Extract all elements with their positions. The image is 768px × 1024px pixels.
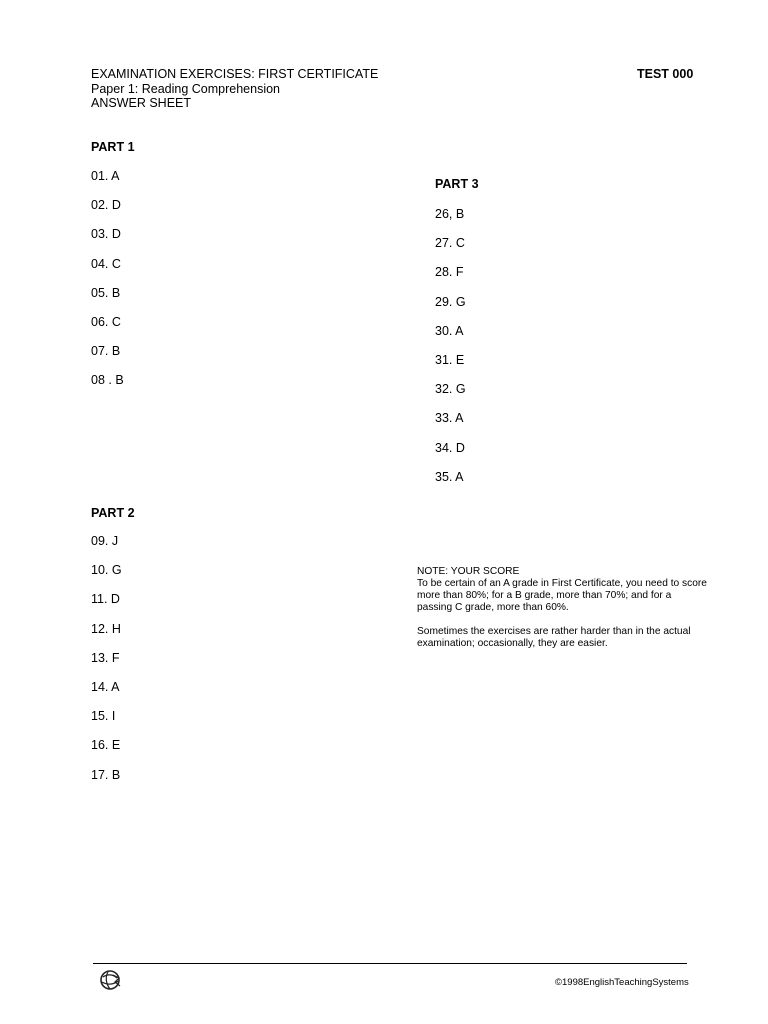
footer-divider bbox=[93, 963, 687, 964]
part1-answer-item: 06. C bbox=[91, 314, 121, 329]
part3-answer-list bbox=[435, 207, 466, 499]
score-note bbox=[417, 566, 707, 650]
part3-title: PART 3 bbox=[435, 177, 479, 191]
part2-answer-item: 15. I bbox=[91, 709, 116, 724]
part1-answer-item: 01. A bbox=[91, 169, 120, 183]
note-heading: NOTE: YOUR SCORE bbox=[417, 566, 520, 577]
part3-answer-item: 29. G bbox=[435, 294, 466, 309]
part2-answer-item: 11. D bbox=[91, 592, 120, 607]
copyright-notice: ©1998EnglishTeachingSystems bbox=[555, 977, 689, 988]
part2-answer-item: 14. A bbox=[91, 679, 120, 694]
part1-title: PART 1 bbox=[91, 140, 135, 154]
part2-answer-item: 13. F bbox=[91, 650, 120, 665]
part2-answer-item: 09. J bbox=[91, 534, 119, 548]
part3-answer-item: 31. E bbox=[435, 352, 465, 367]
part1-answer-item: 05. B bbox=[91, 285, 121, 300]
sheet-title: ANSWER SHEET bbox=[91, 96, 192, 110]
paper-subtitle: Paper 1: Reading Comprehension bbox=[91, 81, 281, 96]
part1-answer-item: 03. D bbox=[91, 227, 121, 242]
part1-answer-item: 04. C bbox=[91, 256, 121, 271]
part3-answer-item: 32. G bbox=[435, 382, 466, 397]
part3-answer-item: 33. A bbox=[435, 411, 464, 426]
exam-title: EXAMINATION EXERCISES: FIRST CERTIFICATE bbox=[91, 67, 379, 81]
part1-answer-item: 07. B bbox=[91, 344, 121, 359]
part2-answer-item: 12. H bbox=[91, 621, 121, 636]
globe-logo-icon bbox=[99, 969, 123, 991]
part2-answer-item: 10. G bbox=[91, 563, 122, 578]
note-paragraph-grades: To be certain of an A grade in First Certificate, you need to score more than 80%; for a B grade, more than 70%; and for a passing C grade, more than 60%. bbox=[417, 578, 707, 613]
part1-answer-item: 08 . B bbox=[91, 373, 124, 388]
part3-answer-item: 27. C bbox=[435, 236, 465, 251]
document-header bbox=[91, 67, 378, 111]
part2-answer-item: 16. E bbox=[91, 738, 121, 753]
part1-answer-item: 02. D bbox=[91, 198, 121, 213]
part3-answer-item: 26, B bbox=[435, 207, 465, 221]
part2-title: PART 2 bbox=[91, 506, 135, 520]
part3-answer-item: 28. F bbox=[435, 265, 464, 280]
part2-answer-list bbox=[91, 534, 122, 797]
note-paragraph-difficulty: Sometimes the exercises are rather harder than in the actual examination; occasionally, they are easier. bbox=[417, 626, 691, 649]
part2-answer-item: 17. B bbox=[91, 767, 121, 782]
test-number: TEST 000 bbox=[637, 67, 694, 81]
part3-answer-item: 35. A bbox=[435, 469, 464, 484]
part3-answer-item: 34. D bbox=[435, 440, 465, 455]
part3-answer-item: 30. A bbox=[435, 323, 464, 338]
part1-answer-list bbox=[91, 169, 124, 403]
